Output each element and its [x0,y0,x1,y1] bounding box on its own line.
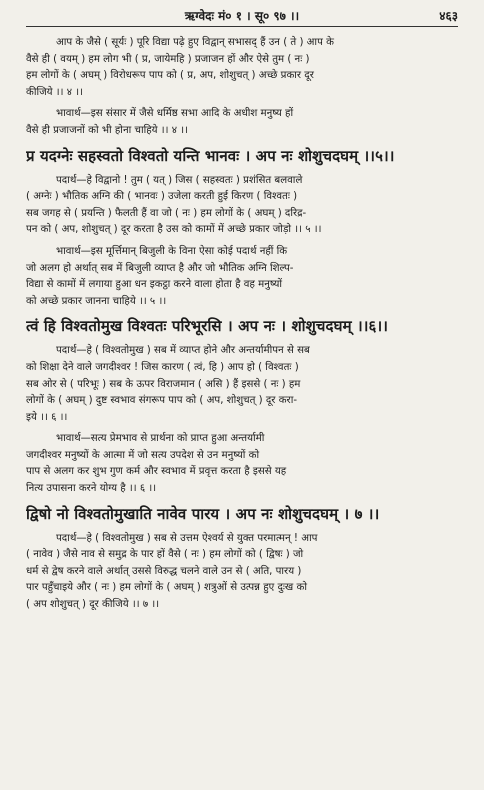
page-number: ४६३ [439,9,458,23]
text-line: कीजिये ।। ४ ।। [26,86,84,98]
text-line: पदार्थ—हे विद्वानो ! तुम ( यत् ) जिस ( सहस्वतः ) प्रशंसित बलवाले [56,174,303,186]
text-line: ( अप शोशुचत् ) दूर कीजिये ।। ७ ।। [26,599,160,611]
text-line: को अच्छे प्रकार जानना चाहिये ।। ५ ।। [26,295,167,307]
paragraph [26,173,458,239]
text-line: सब ओर से ( परिभूः ) सब के ऊपर विराजमान ( असि ) हैं इससे ( नः ) हम [26,378,301,390]
text-line: पदार्थ—हे ( विश्वतोमुख ) सब में व्याप्त होने और अन्तर्यामीपन से सब [56,345,310,357]
text-line: पदार्थ—हे ( विश्वतोमुख ) सब से उत्तम ऐश्वर्य से युक्त परमात्मन् ! आप [56,532,318,544]
text-line: पाप से अलग कर शुभ गुण कर्म और स्वभाव में प्रवृत्त करता है इससे यह [26,466,287,478]
text-line: पार पहुँचाइये और ( नः ) हम लोगों के ( अघम् ) शत्रुओं से उत्पन्न हुए दुःख को [26,582,307,594]
mantra-verse: द्विषो नो विश्वतोमुखाति नावेव पारय । अप नः शोशुचदघम् । ७ ।। [26,504,380,523]
text-line: पन को ( अप, शोशुचत् ) दूर करता है उस को कामों में अच्छे प्रकार जोड़ो ।। ५ ।। [26,224,322,236]
text-line: विद्या से कामों में लगाया हुआ धन इकट्ठा करने वाला होता है वह मनुष्यों [26,279,283,291]
page-body [26,35,458,614]
text-line: वैसे ही ( वयम् ) हम लोग भी ( प्र, जायेमहि ) प्रजाजन हों और ऐसे तुम ( नः ) [26,53,310,65]
paragraph [26,106,458,139]
text-line: लोगों के ( अघम् ) दुष्ट स्वभाव संगरूप पाप को ( अप, शोशुचत् ) दूर करा- [26,395,298,407]
text-line: को शिक्षा देने वाले जगदीश्वर ! जिस कारण ( त्वं, हि ) आप हो ( विश्वतः ) [26,361,299,373]
text-line: हम लोगों के ( अघम् ) विरोधरूप पाप को ( प्र, अप, शोशुचत् ) अच्छे प्रकार दूर [26,70,314,82]
paragraph [26,531,458,614]
text-line: भावार्थ—इस मूर्त्तिमान् बिजुली के विना ऐसा कोई पदार्थ नहीं कि [56,245,288,257]
paragraph [26,35,458,101]
text-line: जगदीश्वर मनुष्यों के आत्मा में जो सत्य उपदेश से उन मनुष्यों को [26,449,260,461]
mantra-verse: प्र यदग्नेः सहस्वतो विश्वतो यन्ति भानवः । अप नः शोशुचदघम् ।।५।। [26,146,395,165]
running-title: ऋग्वेदः मं० १ । सू० ९७ ।। [184,9,300,23]
text-line: आप के जैसे ( सूर्यः ) पूरि विद्या पढ़े हुए विद्वान् सभासद् हैं उन ( ते ) आप के [56,37,334,48]
paragraph [26,343,458,426]
text-line: वैसे ही प्रजाजनों को भी होना चाहिये ।। ४ ।। [26,124,188,136]
text-line: नित्य उपासना करने योग्य है ।। ६ ।। [26,483,157,495]
paragraph [26,244,458,310]
text-line: ( अग्नेः ) भौतिक अग्नि की ( भानवः ) उजेला करती हुई किरण ( विश्वतः ) [26,191,298,203]
text-line: जो अलग हो अर्थात् सब में बिजुली व्याप्त है और जो भौतिक अग्नि शिल्प- [26,262,294,274]
mantra-verse: त्वं हि विश्वतोमुख विश्वतः परिभूरसि । अप नः । शोशुचदघम् ।।६।। [26,317,389,336]
paragraph [26,431,458,497]
text-line: धर्म से द्वेष करने वाले अर्थात् उससे विरुद्ध चलने वाले उन से ( अति, पारय ) [26,565,302,577]
text-line: भावार्थ—इस संसार में जैसे धर्मिष्ठ सभा आदि के अधीश मनुष्य हों [56,108,294,120]
text-line: ( नावेव ) जैसे नाव से समुद्र के पार हों वैसे ( नः ) हम लोगों को ( द्विषः ) जो [26,549,304,561]
text-line: इये ।। ६ ।। [26,411,68,423]
page-header [26,6,458,27]
text-line: भावार्थ—सत्य प्रेमभाव से प्रार्थना को प्राप्त हुआ अन्तर्यामी [56,433,265,445]
text-line: सब जगह से ( प्रयन्ति ) फैलती हैं वा जो ( नः ) हम लोगों के ( अघम् ) दरिद्र- [26,207,307,219]
